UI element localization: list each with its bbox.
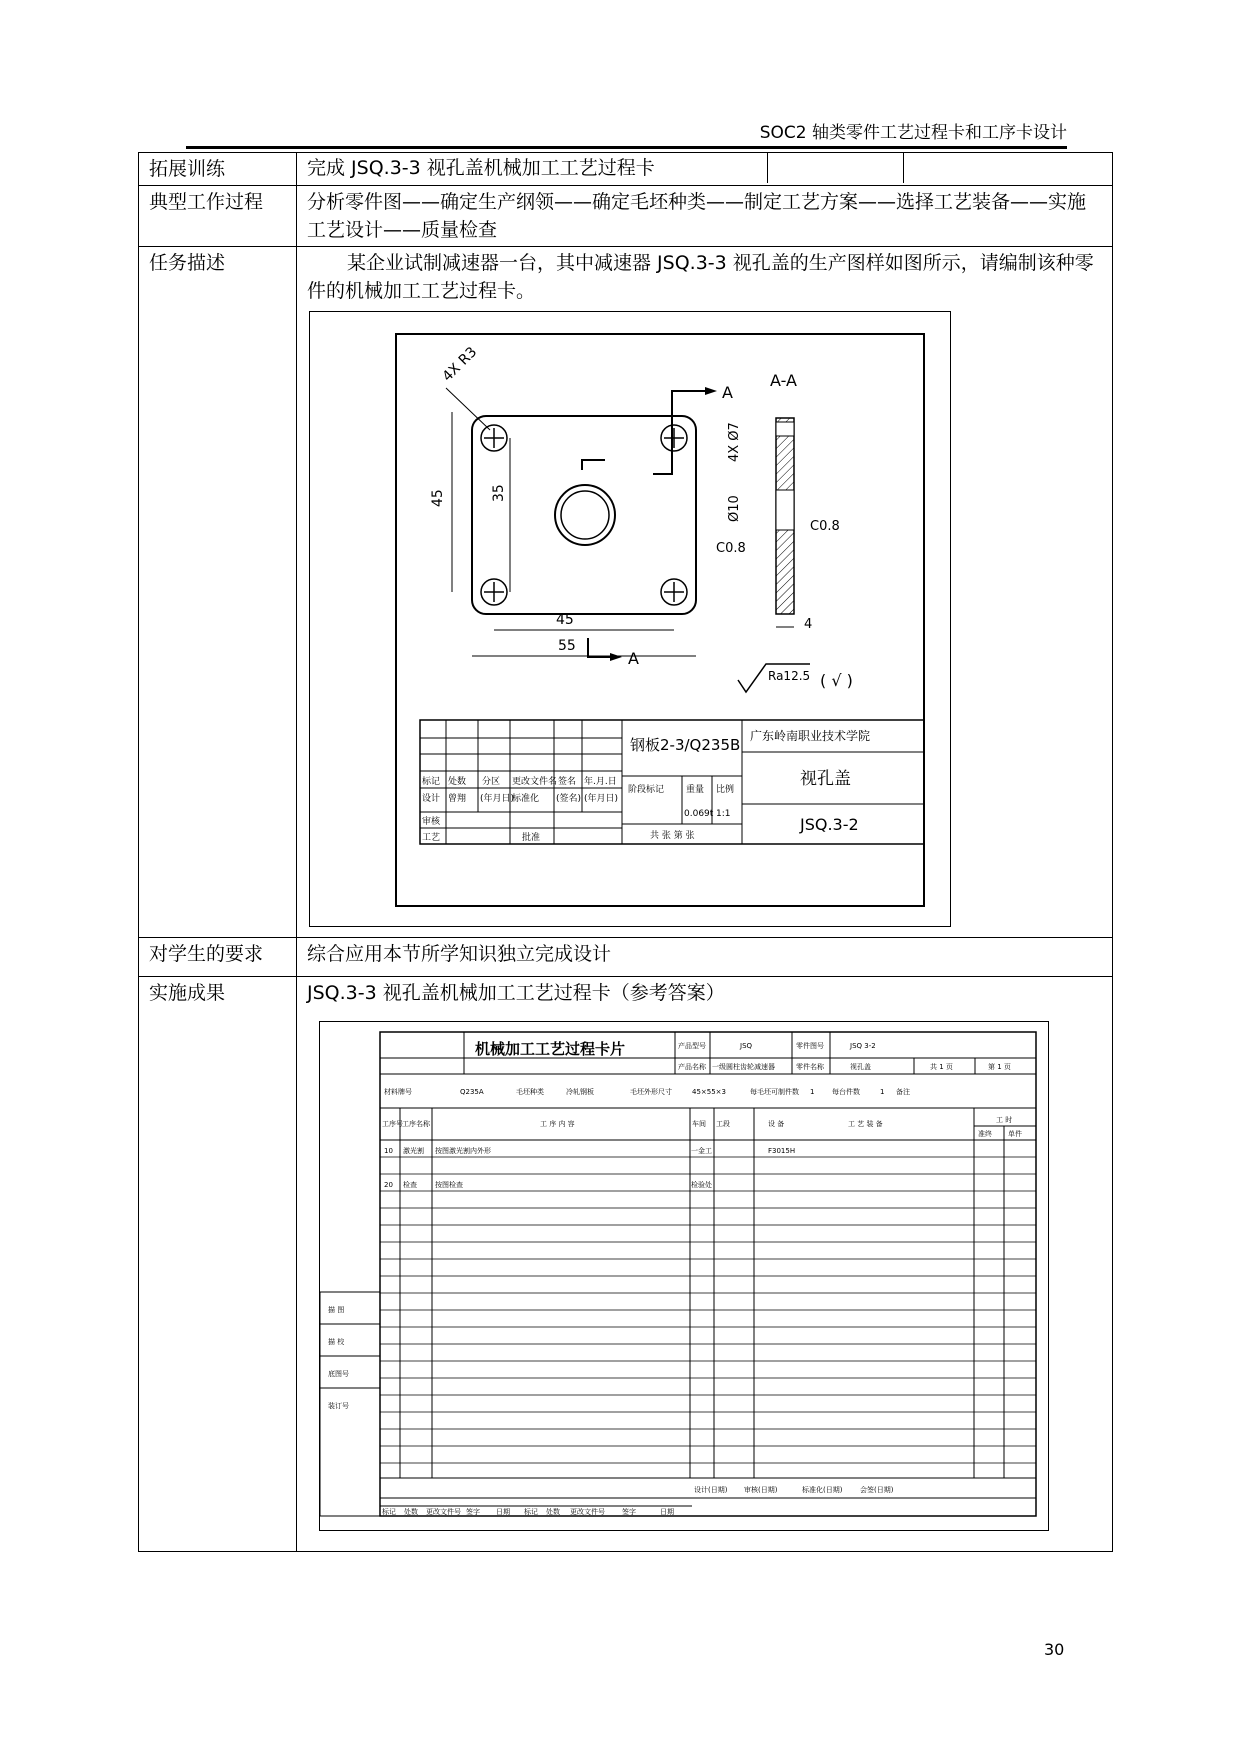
tb-drawing-no: JSQ.3-2 <box>800 815 859 834</box>
tb-school: 广东岭南职业技术学院 <box>750 729 871 743</box>
card-per-unit: 1 <box>880 1088 885 1096</box>
footer-label-8: 更改文件号 <box>570 1508 605 1516</box>
process-card <box>319 1021 1049 1531</box>
footer-label-7: 处数 <box>546 1508 560 1516</box>
col-prep: 准终 <box>978 1130 992 1138</box>
dim-bore: Ø10 <box>727 495 742 522</box>
tb-qianming: 签名 <box>558 777 577 787</box>
card-blank-type-label: 毛坯种类 <box>516 1088 544 1096</box>
col-tooling: 工 艺 装 备 <box>848 1120 883 1128</box>
roughness-rest: ( √ ) <box>820 671 853 690</box>
card-part-name: 视孔盖 <box>850 1063 871 1071</box>
card-material-label: 材料牌号 <box>384 1088 412 1096</box>
card-product-name: 一级圆柱齿轮减速器 <box>712 1063 775 1071</box>
side-label-3: 底图号 <box>328 1370 349 1378</box>
row-label-task: 任务描述 <box>139 247 297 938</box>
col-equip: 设 备 <box>768 1120 785 1128</box>
dim-45-horizontal: 45 <box>556 612 574 628</box>
tb-sheji: 设计 <box>422 794 441 804</box>
col-content: 工 序 内 容 <box>540 1120 575 1128</box>
op1-name: 激光割 <box>403 1147 424 1155</box>
row-value-requirement: 综合应用本节所学知识独立完成设计 <box>297 938 1113 977</box>
card-material: Q235A <box>460 1088 484 1096</box>
row-label-expansion: 拓展训练 <box>139 153 297 186</box>
sign-label-2: 审核(日期) <box>744 1486 778 1494</box>
sign-label-3: 标准化(日期) <box>802 1486 843 1494</box>
card-blank-size: 45×55×3 <box>692 1088 726 1096</box>
tb-sheets: 共 张 第 张 <box>650 831 695 841</box>
tb-stage: 阶段标记 <box>628 785 665 795</box>
tb-scale: 比例 <box>716 785 735 795</box>
part-drawing <box>309 311 951 927</box>
card-per-unit-label: 每台件数 <box>832 1088 860 1096</box>
dim-thickness: 4 <box>804 617 813 632</box>
tb-genggai: 更改文件名 <box>512 777 558 787</box>
footer-label-6: 标记 <box>524 1508 538 1516</box>
result-title: JSQ.3-3 视孔盖机械加工工艺过程卡（参考答案） <box>307 982 725 1004</box>
row-label-result: 实施成果 <box>139 977 297 1552</box>
row-label-requirement: 对学生的要求 <box>139 938 297 977</box>
sign-label-4: 会签(日期) <box>860 1486 894 1494</box>
side-label-4: 装订号 <box>328 1402 349 1410</box>
op1-shop: 一金工 <box>691 1147 712 1155</box>
op2-name: 检查 <box>403 1181 417 1189</box>
assignment-table <box>138 152 1113 1552</box>
dim-45-vertical: 45 <box>430 489 446 507</box>
tb-biaoji: 标记 <box>422 777 441 787</box>
card-product-model: JSQ <box>740 1042 753 1050</box>
section-title: A-A <box>770 371 797 390</box>
card-remark-label: 备注 <box>896 1088 910 1096</box>
tb-shenhe: 审核 <box>422 817 441 827</box>
card-part-name-label: 零件名称 <box>796 1063 824 1071</box>
tb-part-name: 视孔盖 <box>800 769 851 789</box>
footer-label-2: 处数 <box>404 1508 418 1516</box>
tb-fenqu: 分区 <box>482 777 501 787</box>
footer-label-10: 日期 <box>660 1508 674 1516</box>
card-part-no: JSQ 3-2 <box>850 1042 876 1050</box>
op1-equip: F3015H <box>768 1147 796 1155</box>
op2-shop: 检验处 <box>691 1181 712 1189</box>
tb-scale-val: 1:1 <box>716 809 731 819</box>
dim-holes: 4X Ø7 <box>727 422 742 462</box>
tb-sign2: (签名) <box>556 794 582 804</box>
footer-label-9: 签字 <box>622 1508 636 1516</box>
col-shop: 车间 <box>692 1120 706 1128</box>
card-per-blank-label: 每毛坯可制件数 <box>750 1088 799 1096</box>
card-title: 机械加工工艺过程卡片 <box>475 1040 626 1058</box>
col-no: 工序号 <box>382 1120 403 1128</box>
card-blank-size-label: 毛坯外形尺寸 <box>630 1088 672 1096</box>
card-product-name-label: 产品名称 <box>678 1063 706 1071</box>
col-section: 工段 <box>716 1120 730 1128</box>
col-time: 工 时 <box>996 1116 1013 1124</box>
tb-date: 年.月.日 <box>584 777 617 787</box>
card-page: 第 1 页 <box>988 1063 1011 1071</box>
op1-content: 按图激光割内外形 <box>435 1147 491 1155</box>
header-rule <box>186 146 1067 149</box>
page-number: 30 <box>1044 1640 1065 1659</box>
chamfer-right: C0.8 <box>810 519 840 534</box>
tb-biaozhunhua: 标准化 <box>512 794 540 804</box>
side-label-2: 描 校 <box>328 1338 345 1346</box>
section-mark-top: A <box>722 383 733 402</box>
task-description: 某企业试制减速器一台，其中减速器 JSQ.3-3 视孔盖的生产图样如图所示，请编制该种零件的机械加工工艺过程卡。 <box>307 252 1094 302</box>
footer-label-4: 签字 <box>466 1508 480 1516</box>
row-label-workflow: 典型工作过程 <box>139 186 297 247</box>
tb-gongyi: 工艺 <box>422 833 441 843</box>
tb-pizhun: 批准 <box>522 833 541 843</box>
tb-date2: (年月日) <box>584 794 619 804</box>
tb-weight-val: 0.069t <box>684 809 714 819</box>
dim-35-vertical: 35 <box>491 484 507 502</box>
op1-no: 10 <box>384 1147 393 1155</box>
footer-label-1: 标记 <box>382 1508 396 1516</box>
tb-designer: 曾翔 <box>448 794 467 804</box>
empty-cell <box>767 153 903 183</box>
side-label-1: 描 图 <box>328 1306 345 1314</box>
sign-label-1: 设计(日期) <box>694 1486 728 1494</box>
hole-note: 4X R3 <box>439 344 481 385</box>
card-blank-type: 冷轧钢板 <box>566 1088 594 1096</box>
card-per-blank: 1 <box>810 1088 815 1096</box>
tb-material: 钢板2-3/Q235B <box>630 736 741 754</box>
footer-label-3: 更改文件号 <box>426 1508 461 1516</box>
card-total-pages: 共 1 页 <box>930 1063 953 1071</box>
card-part-no-label: 零件图号 <box>796 1042 824 1050</box>
col-unit: 单件 <box>1008 1130 1022 1138</box>
section-mark-bottom: A <box>628 649 639 668</box>
footer-label-5: 日期 <box>496 1508 510 1516</box>
tb-weight: 重量 <box>686 785 705 795</box>
col-name: 工序名称 <box>402 1120 430 1128</box>
row-value-expansion: 完成 JSQ.3-3 视孔盖机械加工工艺过程卡 <box>307 157 655 179</box>
tb-chushu: 处数 <box>448 777 467 787</box>
row-value-workflow: 分析零件图——确定生产纲领——确定毛坯种类——制定工艺方案——选择工艺装备——实施工艺设计——质量检查 <box>297 186 1113 247</box>
tb-design-date: (年月日) <box>480 794 515 804</box>
op2-no: 20 <box>384 1181 393 1189</box>
dim-55-horizontal: 55 <box>558 638 576 654</box>
op2-content: 按图检查 <box>435 1181 463 1189</box>
roughness-value: Ra12.5 <box>768 669 811 683</box>
page-header: SOC2 轴类零件工艺过程卡和工序卡设计 <box>759 123 1067 143</box>
chamfer-left: C0.8 <box>716 541 746 556</box>
card-product-model-label: 产品型号 <box>678 1042 706 1050</box>
empty-cell <box>903 153 1112 183</box>
